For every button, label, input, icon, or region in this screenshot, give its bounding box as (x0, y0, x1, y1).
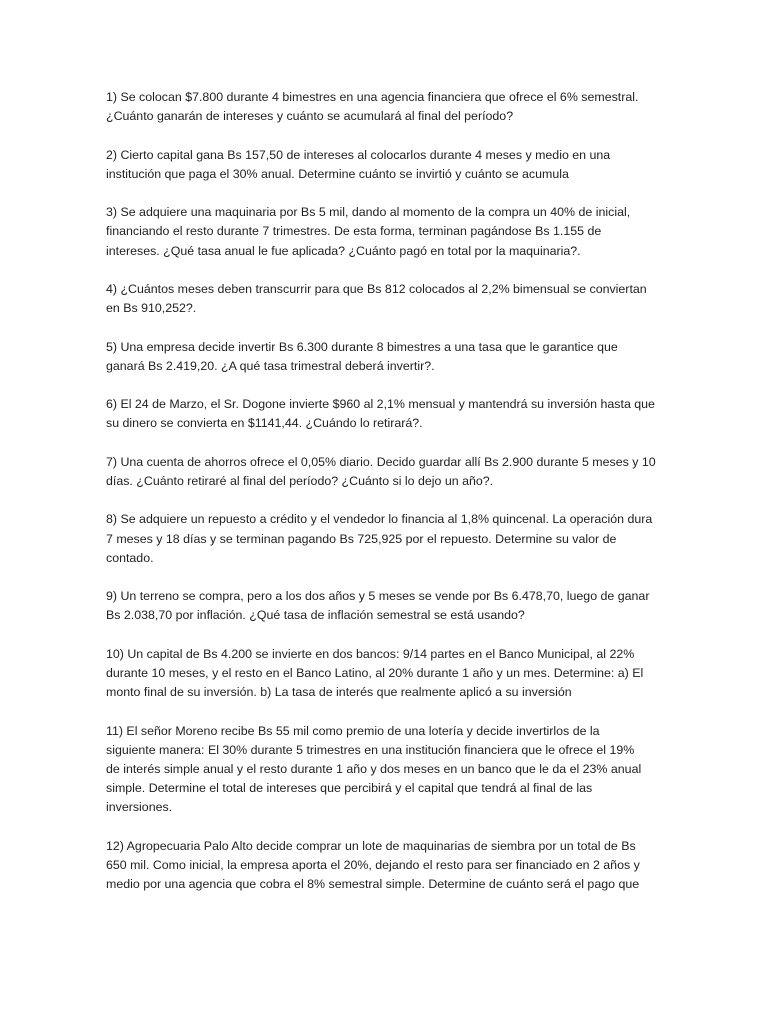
problem-9-line-2: Bs 2.038,70 por inflación. ¿Qué tasa de inflación semestral se está usando? (106, 608, 525, 623)
problem-12-line-1: 12) Agropecuaria Palo Alto decide comprar un lote de maquinarias de siembra por un total de Bs (106, 838, 636, 853)
problem-3 (106, 203, 678, 261)
problem-11-line-5: inversiones. (106, 800, 173, 815)
problem-2-line-2: institución que paga el 30% anual. Determine cuánto se invirtió y cuánto se acumula (106, 166, 569, 181)
problem-3-line-3: intereses. ¿Qué tasa anual le fue aplicada? ¿Cuánto pagó en total por la maquinaria?. (106, 243, 581, 258)
problem-8 (106, 510, 678, 568)
problem-7-line-1: 7) Una cuenta de ahorros ofrece el 0,05% diario. Decido guardar allí Bs 2.900 durante 5 meses y 10 (106, 454, 656, 469)
problem-9-line-1: 9) Un terreno se compra, pero a los dos años y 5 meses se vende por Bs 6.478,70, luego de ganar (106, 589, 650, 604)
problem-2-line-1: 2) Cierto capital gana Bs 157,50 de intereses al colocarlos durante 4 meses y medio en una (106, 147, 611, 162)
problem-2 (106, 146, 678, 184)
problem-11-line-2: siguiente manera: El 30% durante 5 trimestres en una institución financiera que le ofrece el 19% (106, 742, 635, 757)
problem-4-line-2: en Bs 910,252?. (106, 301, 197, 316)
problem-1-line-1: 1) Se colocan $7.800 durante 4 bimestres en una agencia financiera que ofrece el 6% semestral. (106, 90, 639, 104)
problem-3-line-1: 3) Se adquiere una maquinaria por Bs 5 mil, dando al momento de la compra un 40% de inicial, (106, 205, 631, 220)
problem-5-line-2: ganará Bs 2.419,20. ¿A qué tasa trimestral deberá invertir?. (106, 358, 435, 373)
problem-5 (106, 338, 678, 376)
problem-8-line-3: contado. (106, 550, 154, 565)
problem-10-line-3: monto final de su inversión. b) La tasa de interés que realmente aplicó a su inversión (106, 685, 572, 700)
problem-11-line-4: simple. Determine el total de intereses que percibirá y el capital que tendrá al final de las (106, 781, 593, 796)
problem-4-line-1: 4) ¿Cuántos meses deben transcurrir para que Bs 812 colocados al 2,2% bimensual se conviertan (106, 281, 647, 296)
problem-6-line-1: 6) El 24 de Marzo, el Sr. Dogone invierte $960 al 2,1% mensual y mantendrá su inversión hasta que (106, 397, 655, 412)
problem-9 (106, 587, 678, 625)
problem-7-line-2: días. ¿Cuánto retiraré al final del período? ¿Cuánto si lo dejo un año?. (106, 473, 494, 488)
problem-4 (106, 280, 678, 318)
problem-3-line-2: financiando el resto durante 7 trimestres. De esta forma, terminan pagándose Bs 1.155 de (106, 224, 602, 239)
problem-8-line-2: 7 meses y 18 días y se terminan pagando Bs 725,925 por el repuesto. Determine su valor de (106, 531, 617, 546)
problem-7 (106, 453, 678, 491)
problem-12-line-3: medio por una agencia que cobra el 8% semestral simple. Determine de cuánto será el pago que (106, 877, 640, 892)
problem-10-line-1: 10) Un capital de Bs 4.200 se invierte en dos bancos: 9/14 partes en el Banco Municipal, al 22% (106, 646, 635, 661)
problem-5-line-1: 5) Una empresa decide invertir Bs 6.300 durante 8 bimestres a una tasa que le garantice que (106, 339, 618, 354)
problem-11-line-1: 11) El señor Moreno recibe Bs 55 mil como premio de una lotería y decide invertirlos de la (106, 723, 600, 738)
problem-6 (106, 395, 678, 433)
problem-6-line-2: su dinero se convierta en $1141,44. ¿Cuándo lo retirará?. (106, 416, 423, 431)
problem-10-line-2: durante 10 meses, y el resto en el Banco Latino, al 20% durante 1 año y un mes. Determine: a) El (106, 665, 644, 680)
problem-11 (106, 722, 678, 818)
problem-10 (106, 645, 678, 703)
problem-12 (106, 837, 678, 895)
problem-1-line-2: ¿Cuánto ganarán de intereses y cuánto se acumulará al final del período? (106, 109, 514, 124)
problem-11-line-3: de interés simple anual y el resto durante 1 año y dos meses en un banco que le da el 23% anual (106, 761, 642, 776)
problem-12-line-2: 650 mil. Como inicial, la empresa aporta el 20%, dejando el resto para ser financiado en 2 años y (106, 857, 640, 872)
problem-1 (106, 88, 678, 126)
problem-8-line-1: 8) Se adquiere un repuesto a crédito y el vendedor lo financia al 1,8% quincenal. La operación dura (106, 512, 653, 527)
problem-list (106, 88, 678, 914)
